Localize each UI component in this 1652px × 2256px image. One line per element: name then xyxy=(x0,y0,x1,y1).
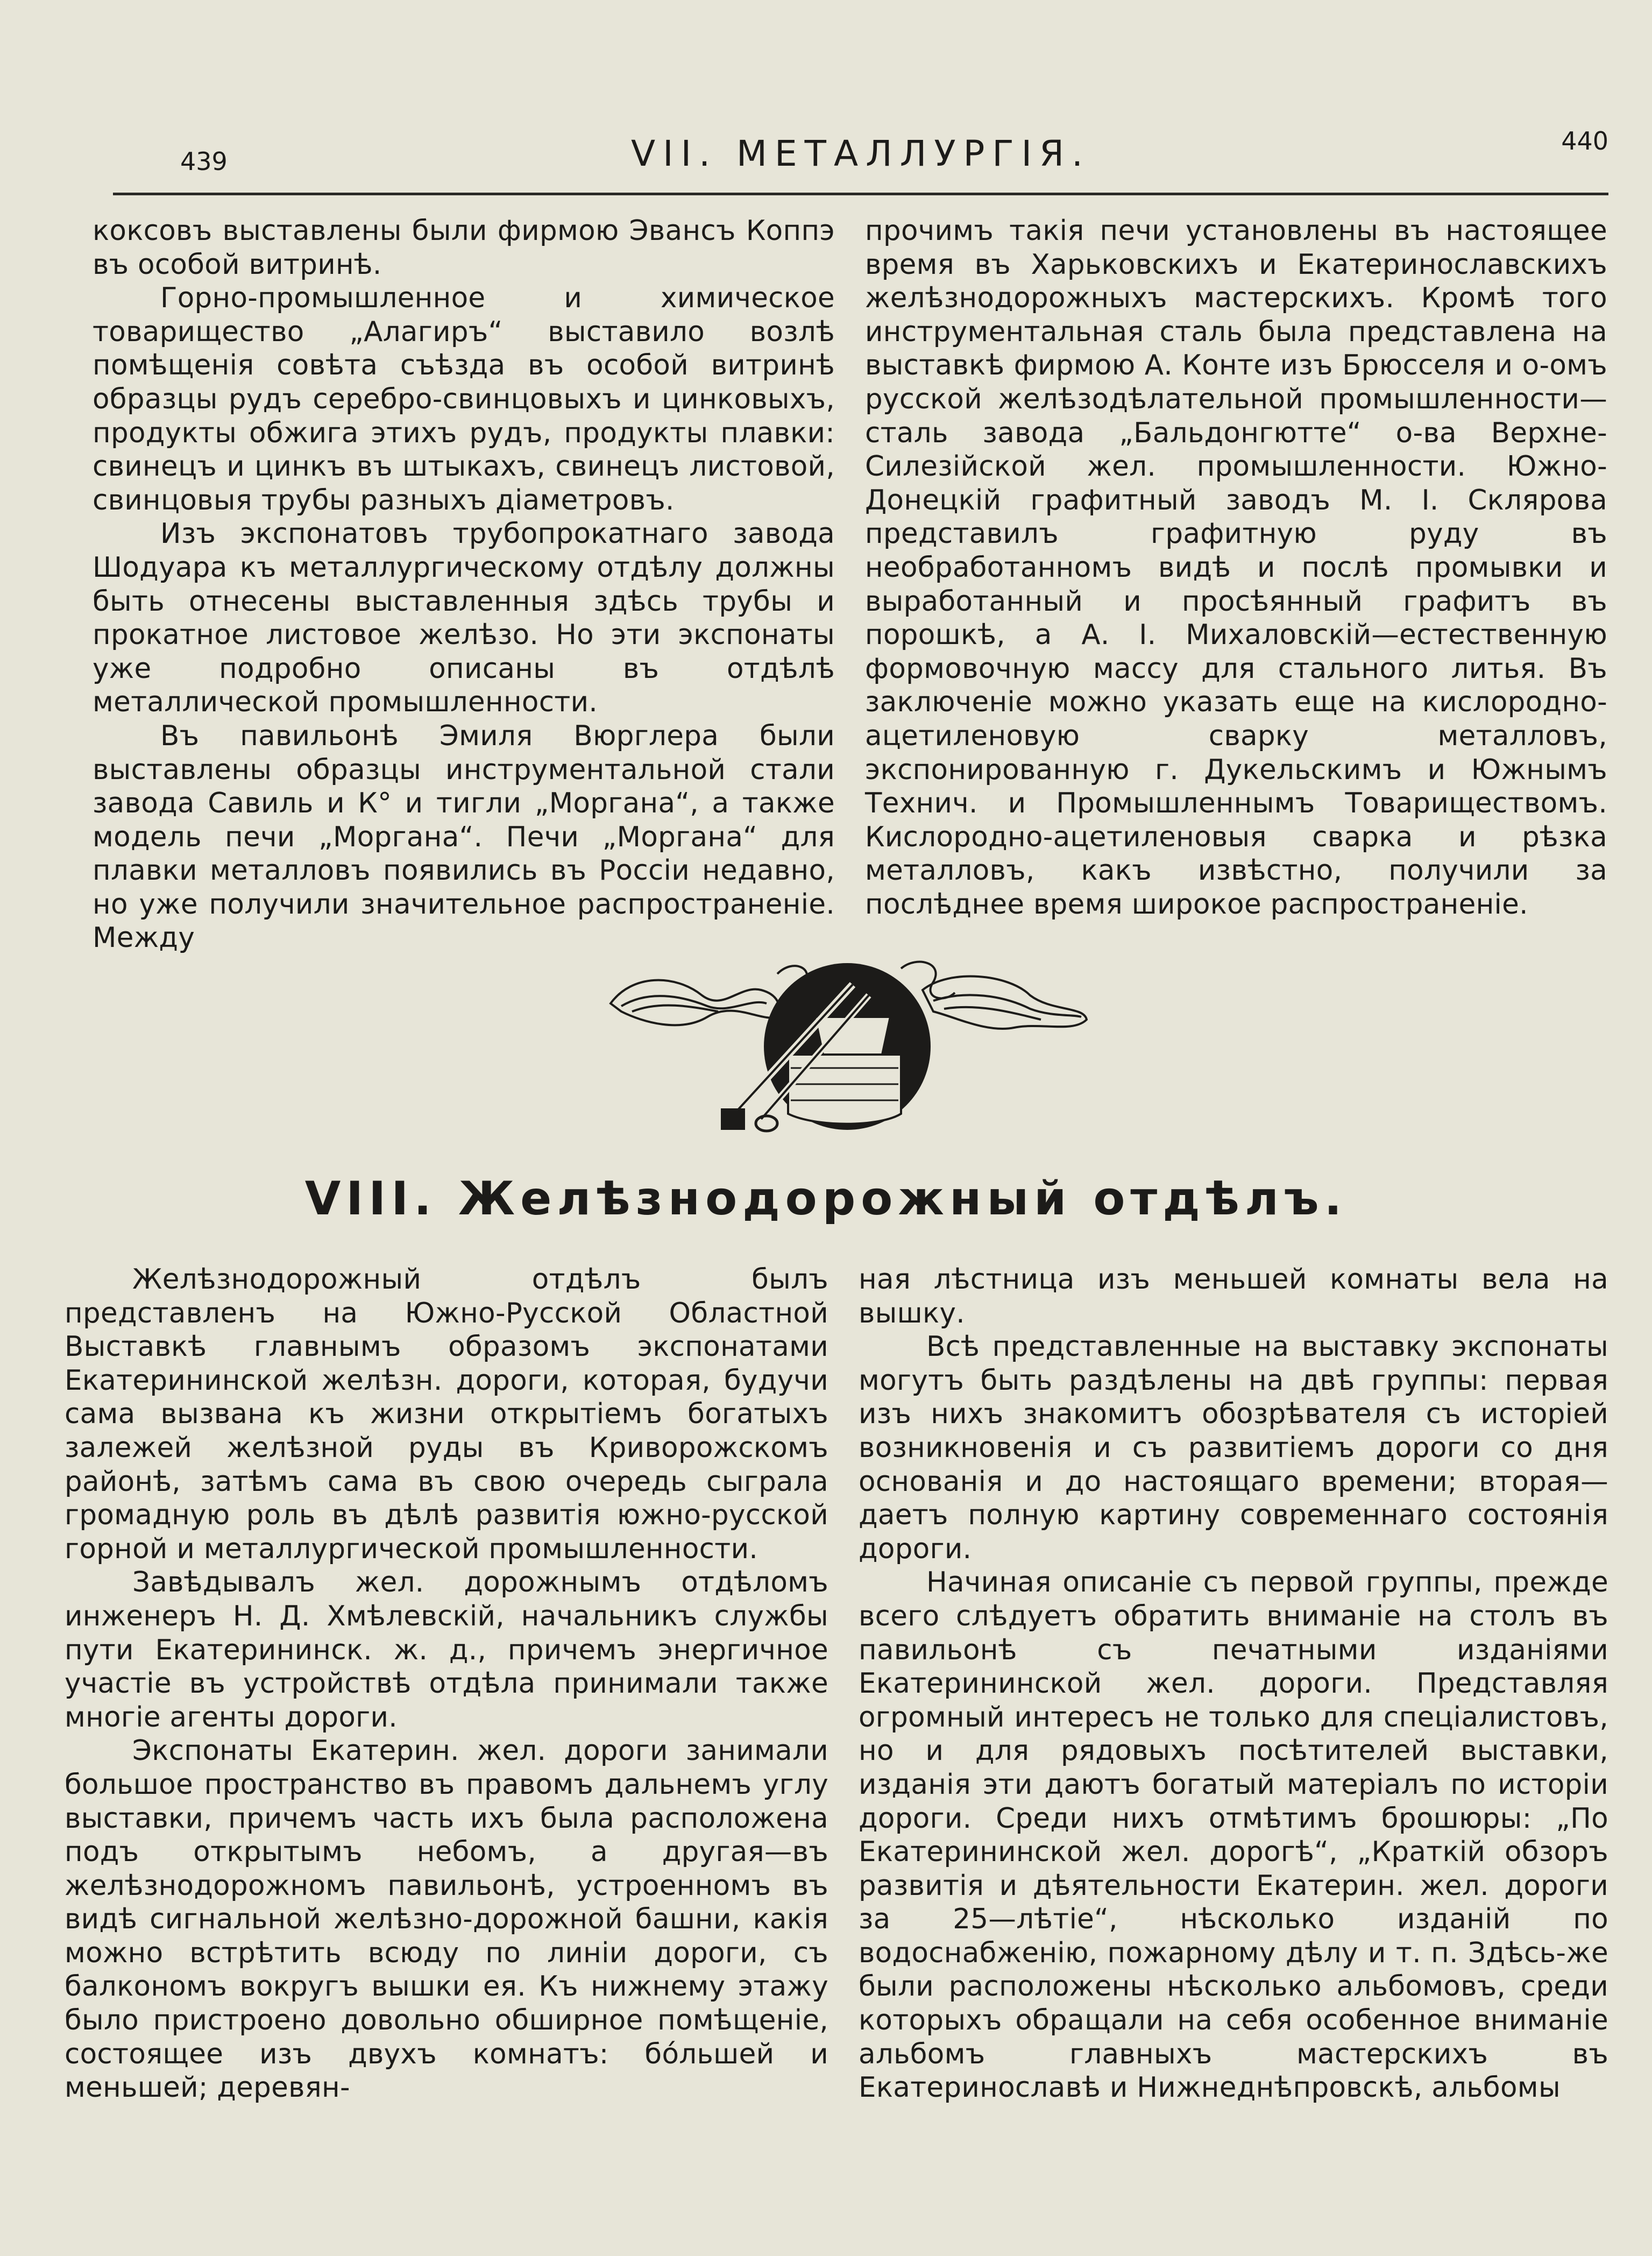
paragraph: Желѣзнодорожный отдѣлъ былъ представленъ на Южно-Русской Областной Выставкѣ главнымъ образомъ экспонатами Екатерининской желѣзн. дороги, которая, будучи сама вызвана къ жизни открытіемъ богатыхъ залежей желѣзной руды въ Криворожскомъ районѣ, затѣмъ сама въ свою очередь сыграла громадную роль въ дѣлѣ развитія южно-русской горной и металлургической промышленности. xyxy=(65,1263,828,1565)
paragraph: Начиная описаніе съ первой группы, прежде всего слѣдуетъ обратить вниманіе на столъ въ павильонѣ съ печатными изданіями Екатерининской жел. дороги. Представляя огромный интересъ не только для спеціалистовъ, но и для рядовыхъ посѣтителей выставки, изданія эти даютъ богатый матеріалъ по исторіи дороги. Среди нихъ отмѣтимъ брошюры: „По Екатерининской жел. дорогѣ“, „Краткій обзоръ развитія и дѣятельности Екатерин. жел. дороги за 25—лѣтіе“, нѣсколько изданій по водоснабженію, пожарному дѣлу и т. п. Здѣсь-же были расположены нѣсколько альбомовъ, среди которыхъ обращали на себя особенное вниманіе альбомъ главныхъ мастерскихъ въ Екатеринославѣ и Нижнеднѣпровскѣ, альбомы xyxy=(859,1566,1608,2104)
paragraph: ная лѣстница изъ меньшей комнаты вела на вышку. xyxy=(859,1263,1608,1329)
column-top-left xyxy=(93,214,835,955)
metallurgy-vignette-illustration xyxy=(600,952,1095,1135)
paragraph: Завѣдывалъ жел. дорожнымъ отдѣломъ инженеръ Н. Д. Хмѣлевскій, начальникъ службы пути Екатерининск. ж. д., причемъ энергичное участіе въ устройствѣ отдѣла принимали также многіе агенты дороги. xyxy=(65,1566,828,1734)
paragraph: Изъ экспонатовъ трубопрокатнаго завода Шодуара къ металлургическому отдѣлу должны быть отнесены выставленныя здѣсь трубы и прокатное листовое желѣзо. Но эти экспонаты уже подробно описаны въ отдѣлѣ металлической промышленности. xyxy=(93,518,835,719)
page-number-left: 439 xyxy=(180,147,228,176)
paragraph: коксовъ выставлены были фирмою Эвансъ Коппэ въ особой витринѣ. xyxy=(93,215,835,281)
column-bottom-left xyxy=(65,1263,828,2105)
paragraph: Всѣ представленные на выставку экспонаты могутъ быть раздѣлены на двѣ группы: первая изъ нихъ знакомитъ обозрѣвателя съ исторіей возникновенія и съ развитіемъ дороги со дня основанія и до настоящаго времени; вторая—даетъ полную картину современнаго состоянія дороги. xyxy=(859,1331,1608,1565)
paragraph: Горно-промышленное и химическое товарищество „Алагиръ“ выставило возлѣ помѣщенія совѣта съѣзда въ особой витринѣ образцы рудъ серебро-свинцовыхъ и цинковыхъ, продукты обжига этихъ рудъ, продукты плавки: свинецъ и цинкъ въ штыкахъ, свинецъ листовой, свинцовыя трубы разныхъ діаметровъ. xyxy=(93,282,835,517)
column-bottom-right xyxy=(859,1263,1608,2105)
page-number-right: 440 xyxy=(1561,126,1608,155)
paragraph: Экспонаты Екатерин. жел. дороги занимали большое пространство въ правомъ дальнемъ углу выставки, причемъ часть ихъ была расположена подъ открытымъ небомъ, а другая—въ желѣзнодорожномъ павильонѣ, устроенномъ въ видѣ сигнальной желѣзно-дорожной башни, какія можно встрѣтить всюду по линіи дороги, съ балкономъ вокругъ вышки ея. Къ нижнему этажу было пристроено довольно обширное помѣщеніе, состоящее изъ двухъ комнатъ: бóльшей и меньшей; деревян- xyxy=(65,1735,828,2104)
column-top-right xyxy=(865,214,1607,921)
paragraph: Въ павильонѣ Эмиля Вюрглера были выставлены образцы инструментальной стали завода Савиль и К° и тигли „Моргана“, а также модель печи „Моргана“. Печи „Моргана“ для плавки металловъ появились въ Россіи недавно, но уже получили значительное распространеніе. Между xyxy=(93,719,835,954)
running-title: VII. МЕТАЛЛУРГІЯ. xyxy=(631,133,1090,174)
paragraph: прочимъ такія печи установлены въ настоящее время въ Харьковскихъ и Екатеринославскихъ желѣзнодорожныхъ мастерскихъ. Кромѣ того инструментальная сталь была представлена на выставкѣ фирмою А. Конте изъ Брюсселя и о-омъ русской желѣзодѣлательной промышленности—сталь завода „Бальдонгютте“ о-ва Верхне-Силезійской жел. промышленности. Южно-Донецкій графитный заводъ М. І. Склярова представилъ графитную руду въ необработанномъ видѣ и послѣ промывки и выработанный и просѣянный графитъ въ порошкѣ, а А. І. Михаловскій—естественную формовочную массу для стального литья. Въ заключеніе можно указать еще на кислородно-ацетиленовую сварку металловъ, экспонированную г. Дукельскимъ и Южнымъ Технич. и Промышленнымъ Товариществомъ. Кислородно-ацетиленовыя сварка и рѣзка металловъ, какъ извѣстно, получили за послѣднее время широкое распространеніе. xyxy=(865,215,1607,921)
header-rule xyxy=(113,193,1608,195)
section-title: VIII. Желѣзнодорожный отдѣлъ. xyxy=(304,1172,1348,1226)
running-header xyxy=(113,126,1608,196)
